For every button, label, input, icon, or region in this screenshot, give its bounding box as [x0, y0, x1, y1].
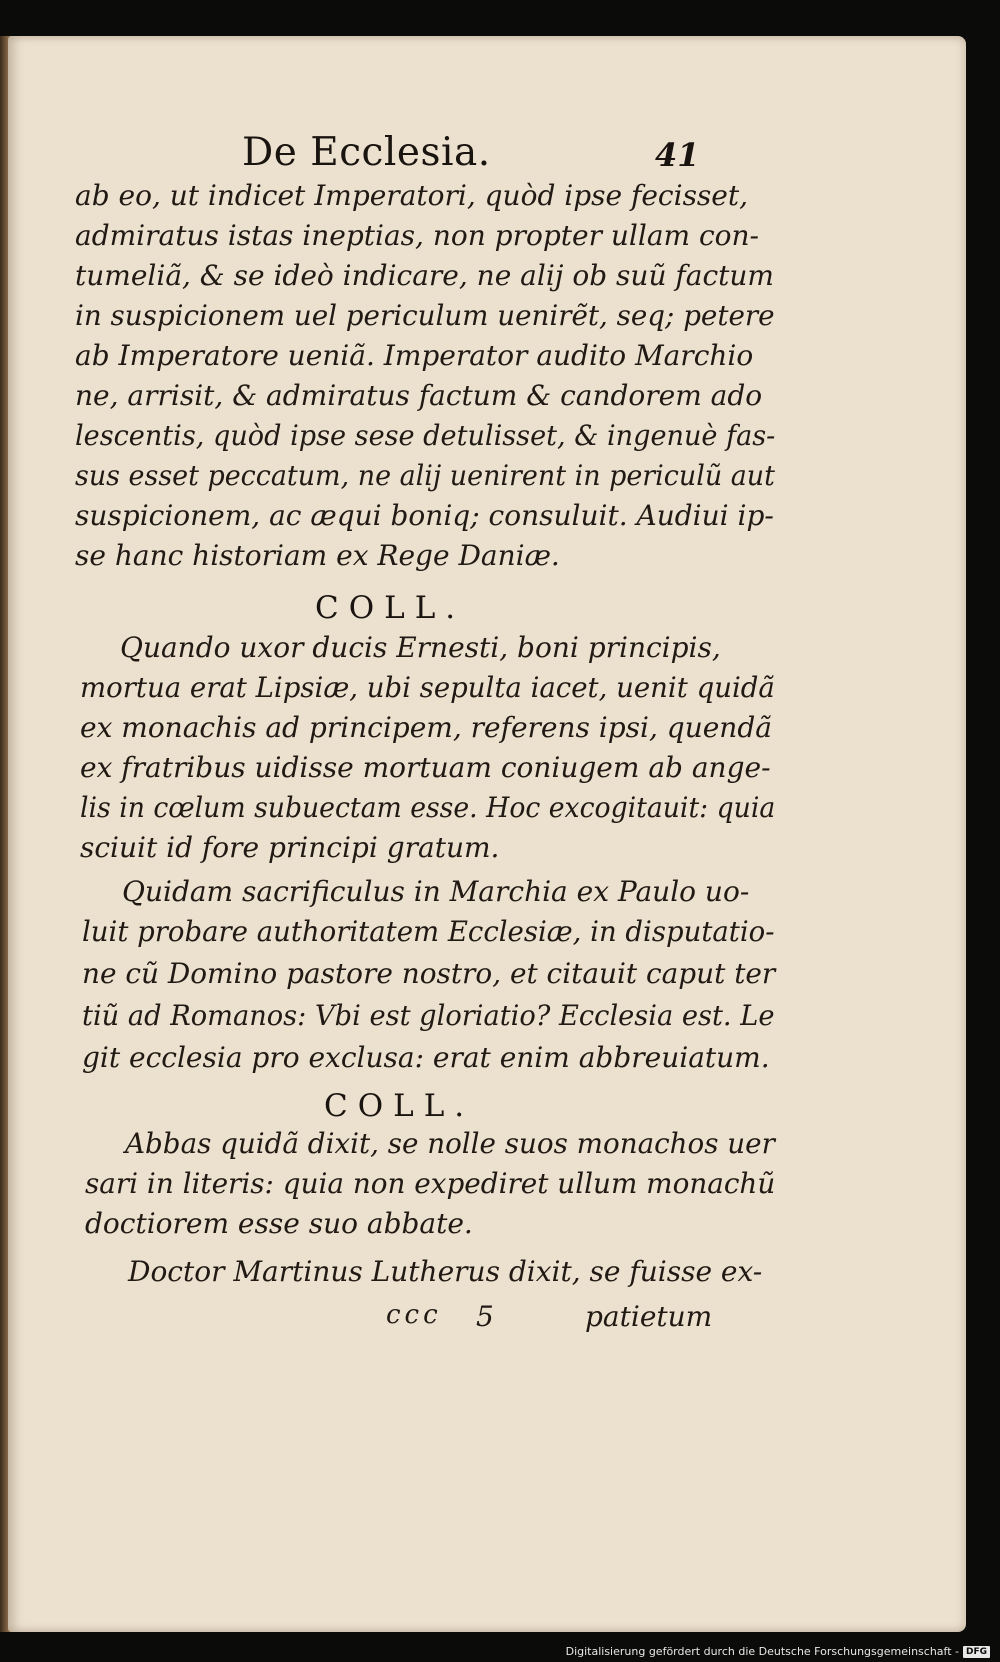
- text-line: ab Imperatore ueniã. Imperator audito Marchio: [75, 339, 754, 372]
- text-line: sus esset peccatum, ne alij uenirent in periculũ aut: [75, 459, 775, 492]
- text-line: Quando uxor ducis Ernesti, boni principis,: [120, 631, 721, 664]
- text-line: tumeliã, & se ideò indicare, ne alij ob suũ factum: [75, 259, 774, 292]
- text-line: doctiorem esse suo abbate.: [85, 1207, 473, 1240]
- signature-mark: ccc: [386, 1300, 442, 1330]
- text-line: ab eo, ut indicet Imperatori, quòd ipse fecisset,: [75, 179, 749, 212]
- text-line: sari in literis: quia non expediret ullum monachũ: [85, 1167, 776, 1200]
- text-line: Doctor Martinus Lutherus dixit, se fuisse ex-: [128, 1255, 763, 1288]
- page-number: 41: [655, 136, 700, 174]
- dfg-logo-icon: DFG: [963, 1646, 990, 1658]
- text-line: ex fratribus uidisse mortuam coniugem ab ange-: [80, 751, 771, 784]
- text-line: lescentis, quòd ipse sese detulisset, & ingenuè fas-: [75, 419, 776, 452]
- text-line: lis in cœlum subuectam esse. Hoc excogitauit: quia: [80, 791, 776, 824]
- text-line: tiũ ad Romanos: Vbi est gloriatio? Ecclesia est. Le: [82, 999, 775, 1032]
- text-line: in suspicionem uel periculum uenirẽt, seq; petere: [75, 299, 775, 332]
- credit-text: Digitalisierung gefördert durch die Deutsche Forschungsgemeinschaft -: [565, 1645, 959, 1658]
- text-line: se hanc historiam ex Rege Daniæ.: [75, 539, 560, 572]
- text-line: ne, arrisit, & admiratus factum & candorem ado: [75, 379, 763, 412]
- text-line: admiratus istas ineptias, non propter ullam con-: [75, 219, 759, 252]
- text-line: luit probare authoritatem Ecclesiæ, in disputatio-: [82, 915, 775, 948]
- text-line: Quidam sacrificulus in Marchia ex Paulo uo-: [122, 875, 750, 908]
- text-line: ne cũ Domino pastore nostro, et citauit caput ter: [82, 957, 776, 990]
- text-line: ex monachis ad principem, referens ipsi, quendã: [80, 711, 772, 744]
- text-line: Abbas quidã dixit, se nolle suos monachos uer: [125, 1127, 775, 1160]
- text-line: suspicionem, ac æqui boniq; consuluit. Audiui ip-: [75, 499, 774, 532]
- text-line: sciuit id fore principi gratum.: [80, 831, 500, 864]
- section-heading: COLL.: [315, 590, 466, 626]
- text-line: mortua erat Lipsiæ, ubi sepulta iacet, uenit quidã: [80, 671, 775, 704]
- running-title: De Ecclesia.: [242, 130, 491, 175]
- catchword: patietum: [585, 1300, 713, 1333]
- digitization-credit: [566, 1645, 990, 1658]
- signature-number: 5: [476, 1300, 494, 1333]
- text-line: git ecclesia pro exclusa: erat enim abbreuiatum.: [82, 1041, 770, 1074]
- section-heading: COLL.: [324, 1088, 475, 1124]
